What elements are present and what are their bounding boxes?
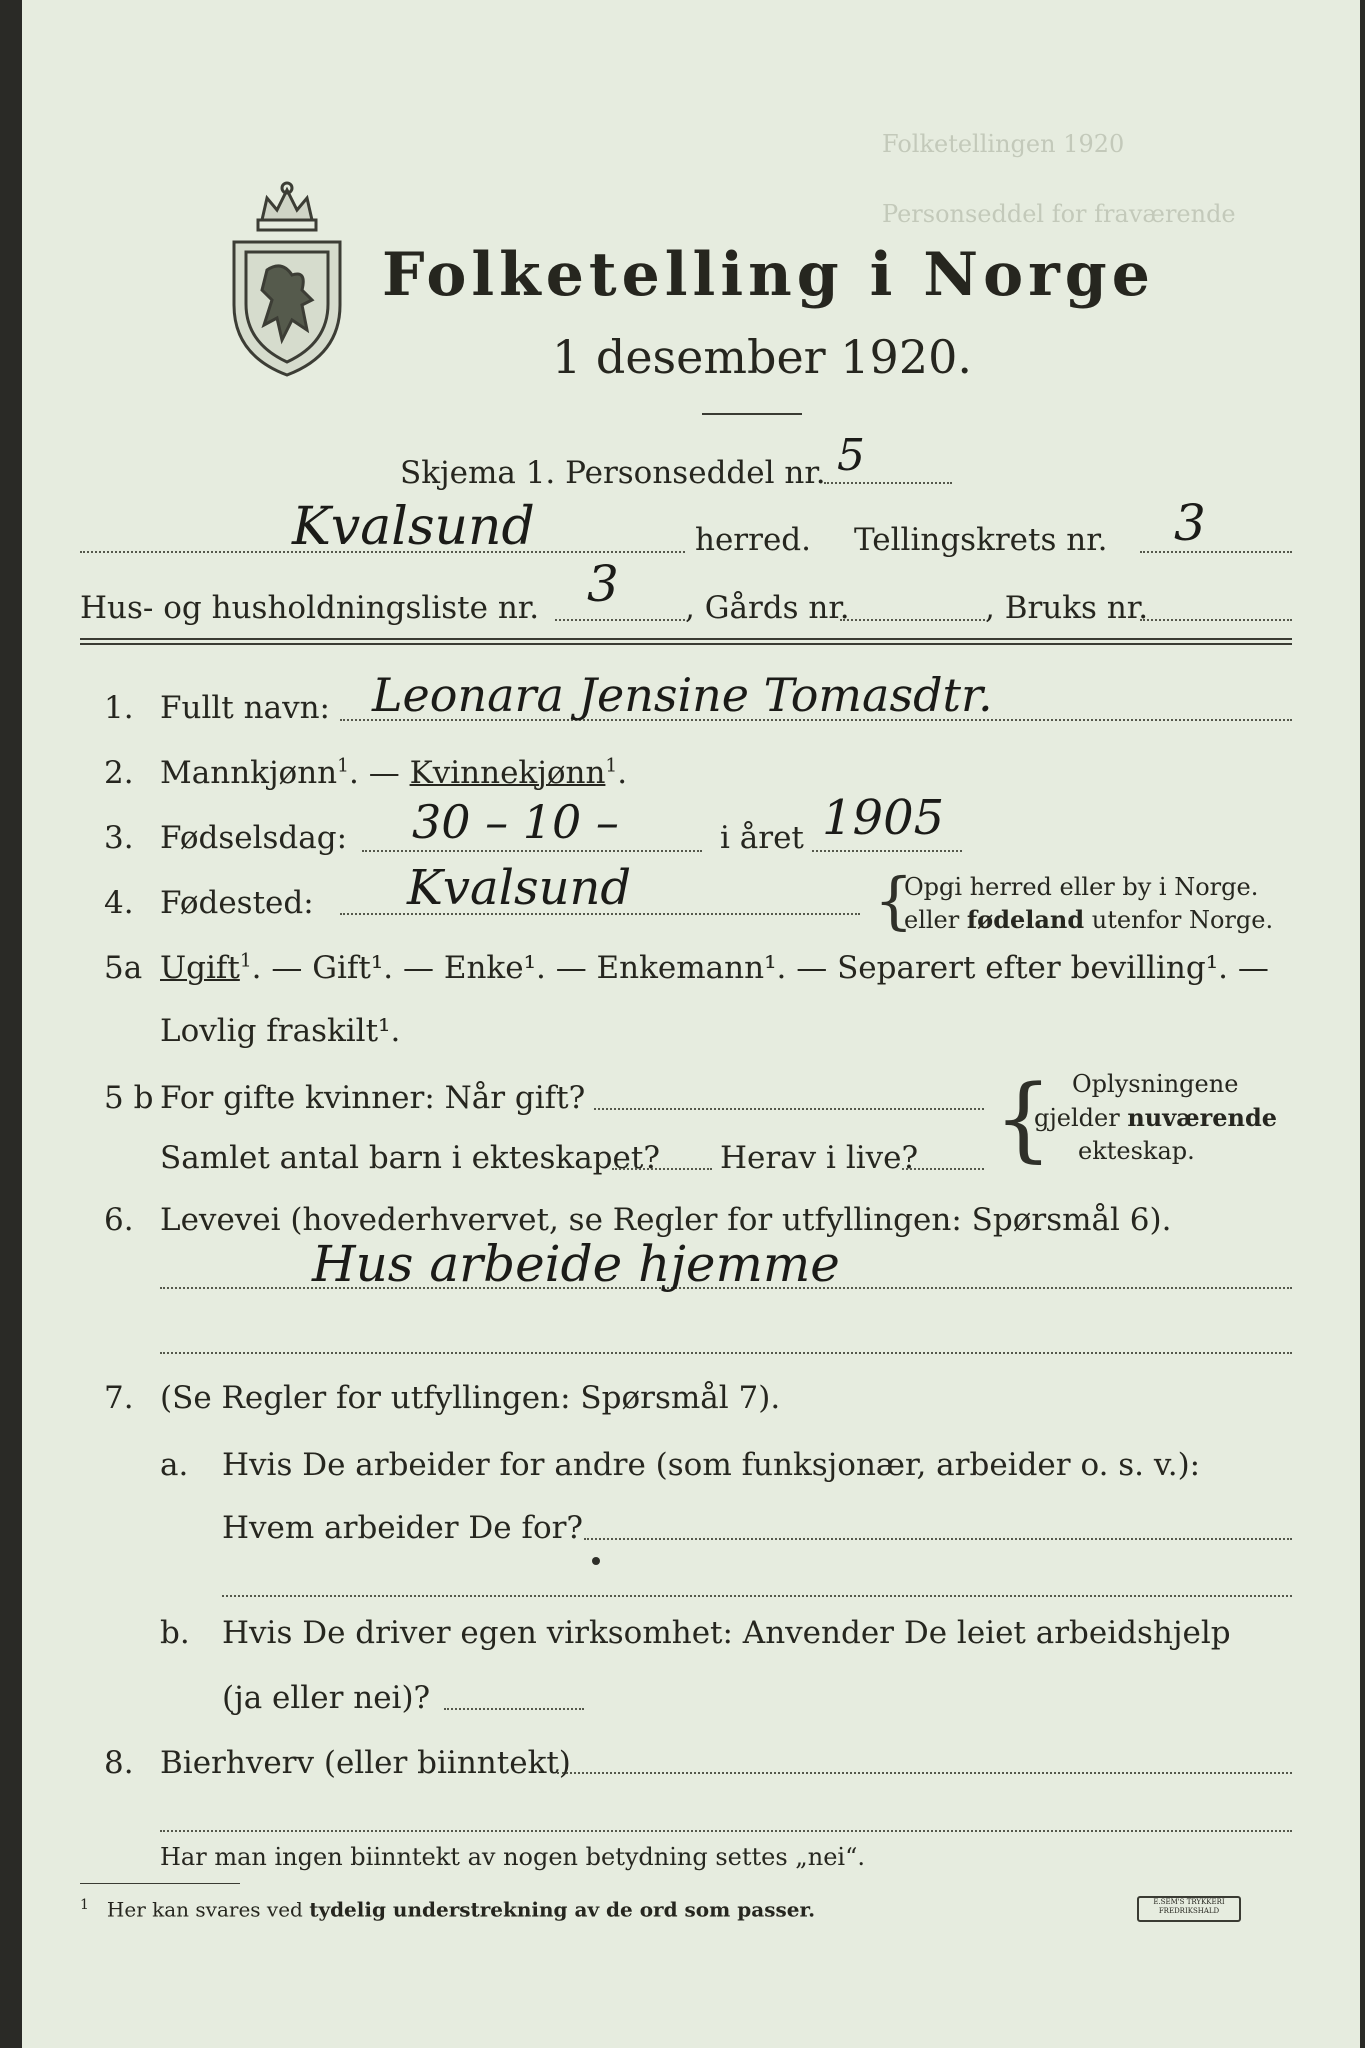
male-option[interactable]: Mannkjønn xyxy=(160,755,338,791)
printer-stamp-text: E.SEM'S TRYKKERI FREDRIKSHALD xyxy=(1153,1898,1225,1915)
title-divider xyxy=(702,413,802,415)
children-count-field-line[interactable] xyxy=(612,1168,712,1170)
children-alive-field-line[interactable] xyxy=(902,1168,984,1170)
q5b-note-1: Oplysningene xyxy=(1072,1070,1239,1098)
q4-note-2-pre: eller xyxy=(904,906,967,934)
q5b-brace: { xyxy=(994,1065,1053,1172)
footnote-pre: Her kan svares ved xyxy=(106,1897,310,1922)
occupation-field-line-2[interactable] xyxy=(160,1352,1292,1354)
birthplace-value[interactable]: Kvalsund xyxy=(407,860,632,916)
husliste-nr-value[interactable]: 3 xyxy=(587,555,619,613)
q2-options: Mannkjønn$^1$. — Kvinnekjønn$^1$. xyxy=(160,755,628,791)
personseddel-nr-value[interactable]: 5 xyxy=(837,430,865,481)
q1-label: Fullt navn: xyxy=(160,690,330,726)
footnote xyxy=(80,1897,815,1922)
q3-year-label: i året xyxy=(720,820,804,856)
female-option[interactable]: Kvinnekjønn xyxy=(409,755,606,791)
q4-note-2 xyxy=(904,905,1273,934)
side-income-field-line-2[interactable] xyxy=(160,1830,1292,1832)
q5a-line-2[interactable]: Lovlig fraskilt¹. xyxy=(160,1013,401,1049)
occupation-value[interactable]: Hus arbeide hjemme xyxy=(312,1235,840,1293)
ink-dot xyxy=(592,1557,600,1565)
q3-number: 3. xyxy=(104,820,134,856)
footnote-bold: tydelig understrekning av de ord som passer. xyxy=(309,1897,816,1922)
header-rule-top xyxy=(80,638,1292,640)
q5b-note-3: ekteskap. xyxy=(1078,1137,1195,1165)
q4-note-2-bold: fødeland xyxy=(966,905,1085,934)
header-rule-bottom xyxy=(80,643,1292,645)
form-date: 1 desember 1920. xyxy=(552,330,972,384)
husliste-label: Hus- og husholdningsliste nr. xyxy=(80,590,540,626)
married-when-field-line[interactable] xyxy=(594,1108,984,1110)
side-income-field-line-1[interactable] xyxy=(557,1772,1292,1774)
employer-field-line-1[interactable] xyxy=(584,1538,1292,1540)
full-name-value[interactable]: Leonara Jensine Tomasdtr. xyxy=(372,668,993,722)
q2-number: 2. xyxy=(104,755,134,791)
bruks-field-line[interactable] xyxy=(1140,619,1292,621)
q5a-line-1: Ugift$^1$. — Gift¹. — Enke¹. — Enkemann¹. — Separert efter bevilling¹. — xyxy=(160,950,1269,986)
q8-number: 8. xyxy=(104,1745,134,1781)
tellingskrets-nr-value[interactable]: 3 xyxy=(1174,494,1206,552)
q5b-live-label: Herav i live? xyxy=(720,1140,919,1176)
q5a-number: 5a xyxy=(104,950,143,986)
printer-stamp xyxy=(1137,1896,1241,1922)
q7a-letter: a. xyxy=(160,1447,189,1483)
footnote-rule xyxy=(80,1883,240,1884)
q4-number: 4. xyxy=(104,885,134,921)
note-text: Har man ingen biinntekt av nogen betydning settes „nei“. xyxy=(160,1843,865,1871)
birthdate-value[interactable]: 30 – 10 – xyxy=(412,795,619,849)
q5b-note-2-bold: nuværende xyxy=(1127,1103,1278,1132)
q1-number: 1. xyxy=(104,690,134,726)
birthdate-field-line[interactable] xyxy=(362,850,702,852)
q7a-line-1: Hvis De arbeider for andre (som funksjonær, arbeider o. s. v.): xyxy=(222,1447,1201,1483)
q7-number: 7. xyxy=(104,1380,134,1416)
hired-help-field-line[interactable] xyxy=(444,1708,584,1710)
q4-note-1: Opgi herred eller by i Norge. xyxy=(904,873,1259,901)
ghost-text-2: Personseddel for fraværende xyxy=(882,200,1236,228)
gards-label: , Gårds nr. xyxy=(685,590,850,626)
herred-value[interactable]: Kvalsund xyxy=(292,497,535,557)
q6-number: 6. xyxy=(104,1202,134,1238)
q5a-other-options[interactable]: — Gift¹. — Enke¹. — Enkemann¹. — Separert efter bevilling¹. — xyxy=(261,950,1269,986)
q6-label: Levevei (hovederhvervet, se Regler for utfyllingen: Spørsmål 6). xyxy=(160,1202,1172,1238)
q7b-line-2: (ja eller nei)? xyxy=(222,1680,431,1716)
husliste-field-line[interactable] xyxy=(555,619,685,621)
coat-of-arms-icon xyxy=(222,180,352,380)
skjema-label: Skjema 1. Personseddel nr. xyxy=(400,455,826,491)
unmarried-option[interactable]: Ugift xyxy=(160,950,240,986)
q8-label: Bierhverv (eller biinntekt) xyxy=(160,1745,571,1781)
q5b-label: For gifte kvinner: Når gift? xyxy=(160,1080,586,1116)
tellingskrets-label: Tellingskrets nr. xyxy=(854,522,1108,558)
personseddel-field-line[interactable] xyxy=(824,482,952,484)
q5b-barn-label: Samlet antal barn i ekteskapet? xyxy=(160,1140,660,1176)
bruks-label: , Bruks nr. xyxy=(985,590,1149,626)
gards-field-line[interactable] xyxy=(840,619,985,621)
q7b-line-1: Hvis De driver egen virksomhet: Anvender De leiet arbeidshjelp xyxy=(222,1615,1231,1651)
q4-label: Fødested: xyxy=(160,885,314,921)
q5b-number: 5 b xyxy=(104,1080,154,1116)
birthyear-value[interactable]: 1905 xyxy=(822,790,945,846)
q4-brace: { xyxy=(874,864,914,937)
q5b-note-2 xyxy=(1034,1103,1277,1132)
q5b-note-2-pre: gjelder xyxy=(1034,1104,1128,1132)
q7b-letter: b. xyxy=(160,1615,190,1651)
q4-note-2-post: utenfor Norge. xyxy=(1084,906,1274,934)
form-title: Folketelling i Norge xyxy=(382,240,1155,310)
employer-field-line-2[interactable] xyxy=(222,1595,1292,1597)
q2-end: . xyxy=(617,755,628,791)
herred-label: herred. xyxy=(695,522,811,558)
census-form-sheet xyxy=(22,0,1360,2048)
q3-label: Fødselsdag: xyxy=(160,820,348,856)
birthyear-field-line[interactable] xyxy=(812,850,962,852)
tellingskrets-field-line[interactable] xyxy=(1140,551,1292,553)
ghost-text-1: Folketellingen 1920 xyxy=(882,130,1125,158)
q7-label: (Se Regler for utfyllingen: Spørsmål 7). xyxy=(160,1380,781,1416)
footnote-number: 1 xyxy=(80,1897,89,1913)
q7a-line-2: Hvem arbeider De for? xyxy=(222,1510,584,1546)
q2-separator: . — xyxy=(349,755,410,791)
